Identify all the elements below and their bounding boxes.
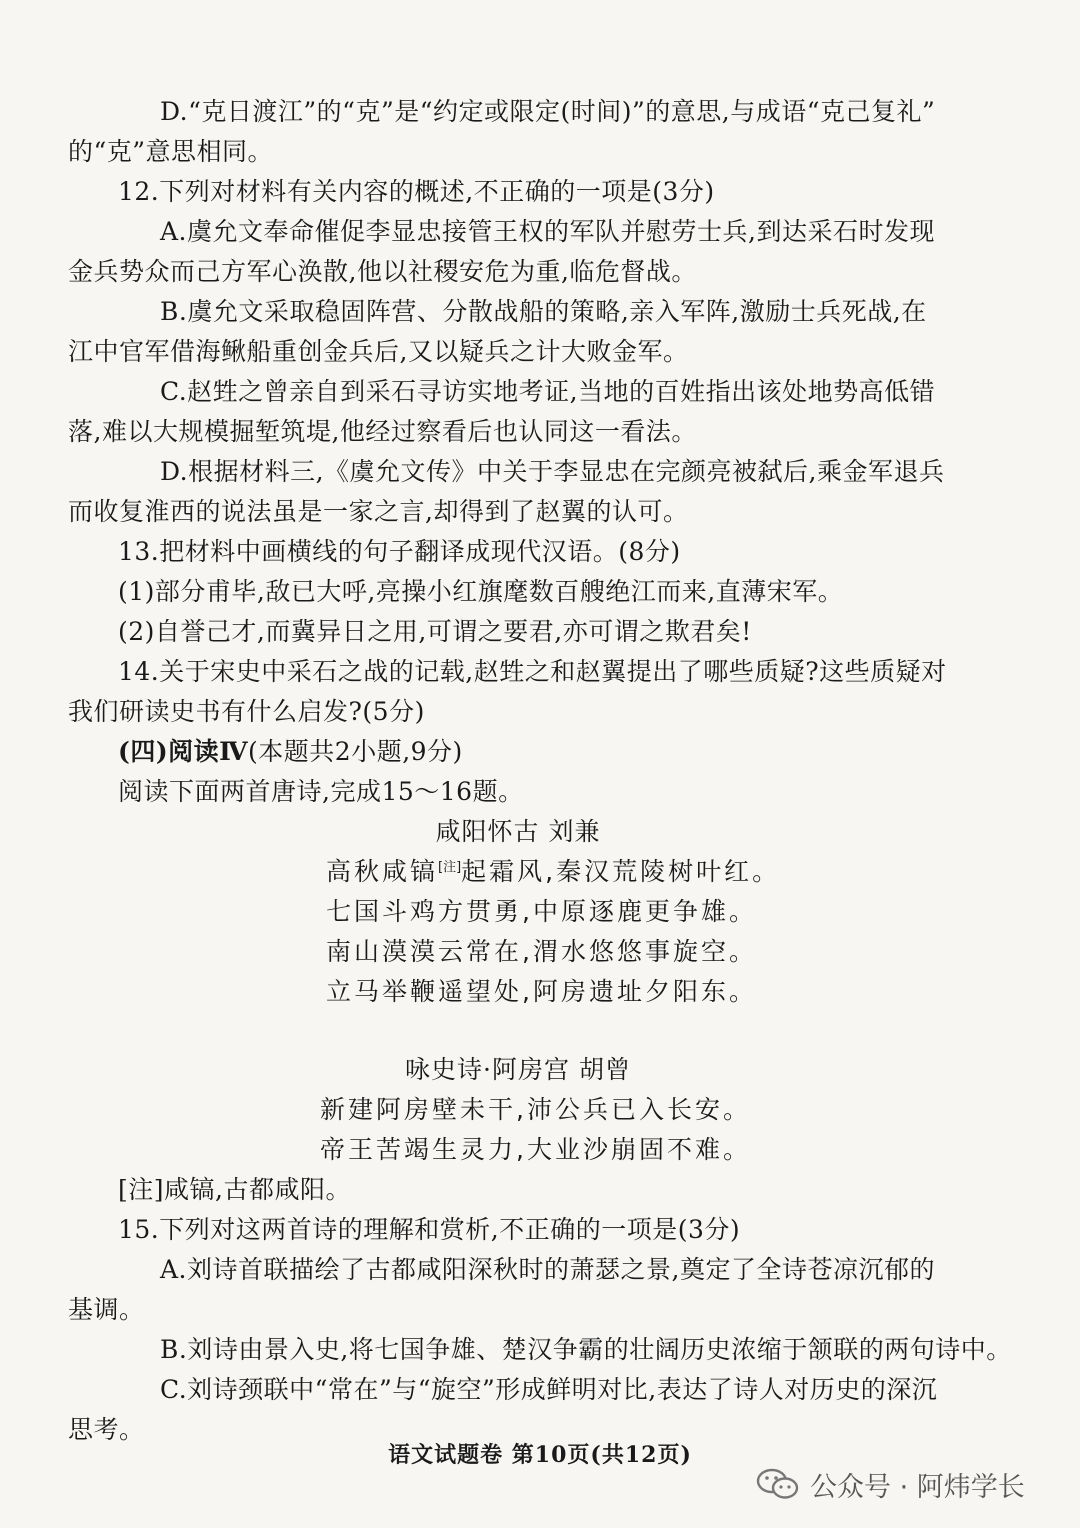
poem-line: 帝王苦竭生灵力,大业沙崩固不难。	[320, 1135, 751, 1164]
text-line: 落,难以大规模掘堑筑堤,他经过察看后也认同这一看法。	[68, 417, 697, 446]
poem-text: 起霜风,秦汉荒陵树叶红。	[461, 857, 781, 886]
text-line: D.“克日渡江”的“克”是“约定或限定(时间)”的意思,与成语“克己复礼”	[160, 97, 936, 126]
page-footer: 语文试题卷 第10页(共12页)	[388, 1442, 692, 1468]
poem-afanggong	[68, 1050, 968, 1170]
question-12: 12.下列对材料有关内容的概述,不正确的一项是(3分)	[118, 177, 715, 206]
option-a: A.虞允文奉命催促李显忠接管王权的军队并慰劳士兵,到达采石时发现	[160, 217, 935, 246]
section-title: (四)阅读Ⅳ	[118, 737, 249, 766]
translation-2: (2)自誉己才,而冀异日之用,可谓之要君,亦可谓之欺君矣!	[118, 617, 752, 646]
text-line: 而收复淮西的说法虽是一家之言,却得到了赵翼的认可。	[68, 497, 689, 526]
translation-1: (1)部分甫毕,敌已大呼,亮操小红旗麾数百艘绝江而来,直薄宋军。	[118, 577, 844, 606]
option-b: B.虞允文采取稳固阵营、分散战船的策略,亲入军阵,激励士兵死战,在	[160, 297, 927, 326]
option-c: C.刘诗颈联中“常在”与“旋空”形成鲜明对比,表达了诗人对历史的深沉	[160, 1375, 938, 1404]
poem-title: 咏史诗·阿房宫 胡曾	[405, 1055, 631, 1084]
poem-line: 立马举鞭遥望处,阿房遗址夕阳东。	[326, 977, 757, 1006]
poem-line: 南山漠漠云常在,渭水悠悠事旋空。	[326, 937, 757, 966]
poem-line	[68, 852, 968, 892]
section-heading	[68, 732, 968, 772]
exam-page	[68, 92, 1012, 1450]
footnote-mark: [注]	[438, 860, 462, 875]
text-line: 的“克”意思相同。	[68, 137, 274, 166]
question-14: 14.关于宋史中采石之战的记载,赵甡之和赵翼提出了哪些质疑?这些质疑对	[118, 657, 947, 686]
text-line: 金兵势众而己方军心涣散,他以社稷安危为重,临危督战。	[68, 257, 697, 286]
poem-line: 七国斗鸡方贯勇,中原逐鹿更争雄。	[326, 897, 757, 926]
text-line: 江中官军借海鳅船重创金兵后,又以疑兵之计大败金军。	[68, 337, 689, 366]
text-line: 思考。	[68, 1415, 145, 1444]
wechat-icon	[756, 1467, 800, 1501]
option-a: A.刘诗首联描绘了古都咸阳深秋时的萧瑟之景,奠定了全诗苍凉沉郁的	[160, 1255, 935, 1284]
text-line: 基调。	[68, 1295, 145, 1324]
option-b: B.刘诗由景入史,将七国争雄、楚汉争霸的壮阔历史浓缩于颔联的两句诗中。	[160, 1335, 1012, 1364]
question-13: 13.把材料中画横线的句子翻译成现代汉语。(8分)	[118, 537, 681, 566]
option-d: D.根据材料三,《虞允文传》中关于李显忠在完颜亮被弑后,乘金军退兵	[160, 457, 945, 486]
watermark	[756, 1459, 1025, 1509]
option-c: C.赵甡之曾亲自到采石寻访实地考证,当地的百姓指出该处地势高低错	[160, 377, 936, 406]
question-15: 15.下列对这两首诗的理解和赏析,不正确的一项是(3分)	[118, 1215, 741, 1244]
footnote: [注]咸镐,古都咸阳。	[118, 1175, 351, 1204]
text-line: 我们研读史书有什么启发?(5分)	[68, 697, 425, 726]
reading-instruction: 阅读下面两首唐诗,完成15～16题。	[118, 777, 524, 806]
section-note: (本题共2小题,9分)	[248, 737, 463, 766]
poem-xianyang	[68, 812, 968, 1012]
watermark-text: 公众号 · 阿炜学长	[810, 1471, 1025, 1503]
poem-line: 新建阿房壁未干,沛公兵已入长安。	[320, 1095, 751, 1124]
poem-title: 咸阳怀古 刘兼	[435, 817, 601, 846]
poem-text: 高秋咸镐	[326, 857, 439, 886]
